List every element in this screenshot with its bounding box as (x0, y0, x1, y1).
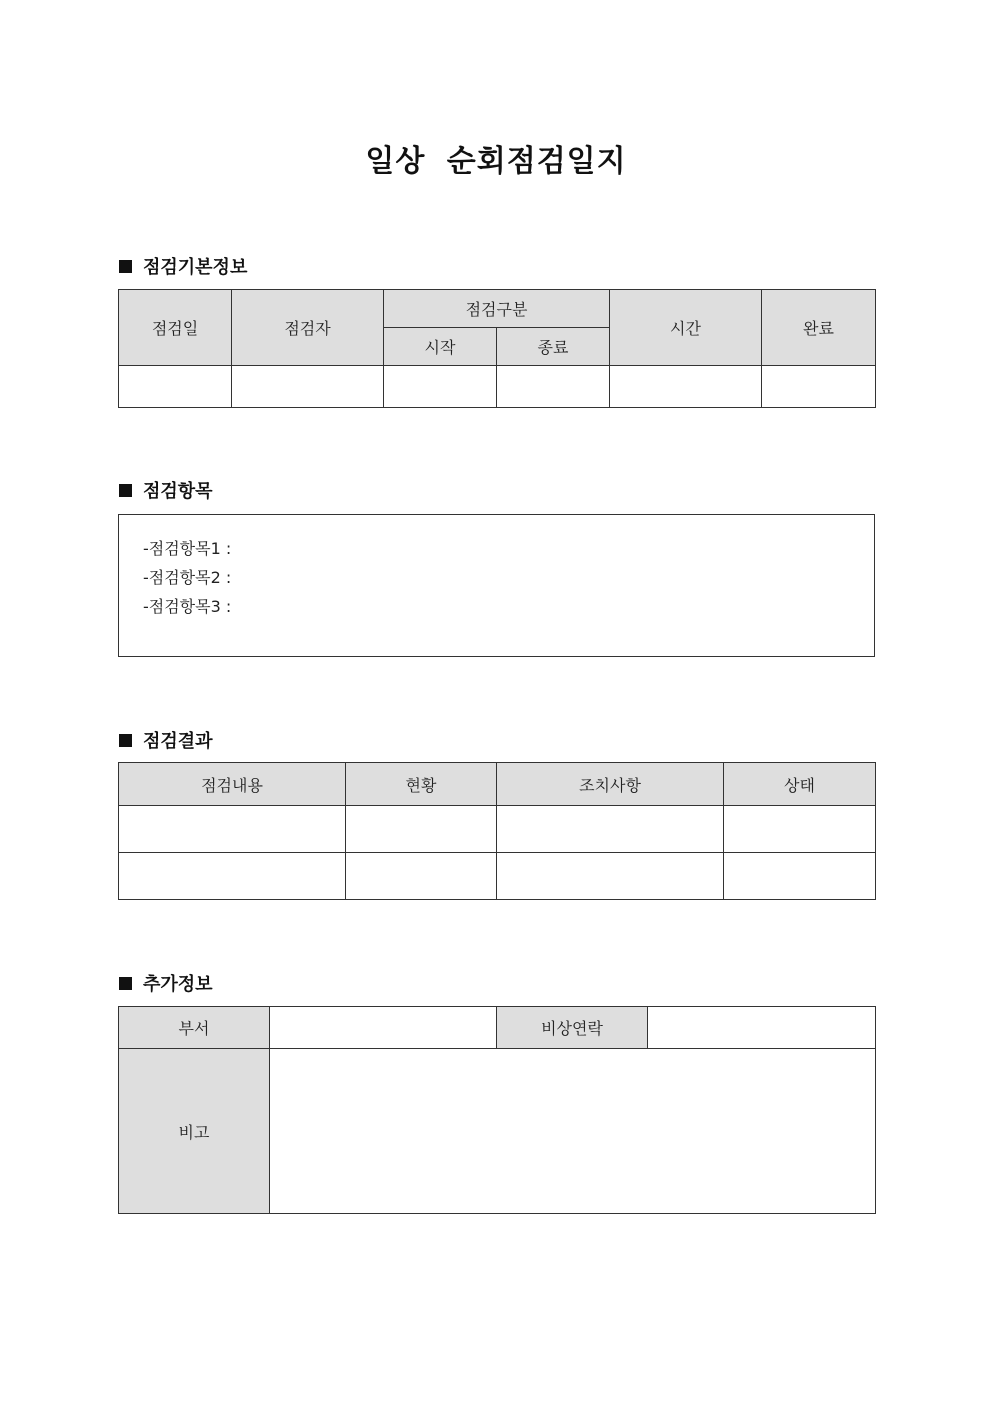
section-heading-label: 점검결과 (143, 731, 213, 752)
section-heading-items (119, 477, 213, 503)
inspection-item-line: -점검항목2 : (143, 568, 232, 587)
results-table (118, 762, 876, 900)
cell-date[interactable] (119, 366, 232, 408)
square-bullet-icon (119, 734, 132, 747)
result-cell[interactable] (119, 806, 346, 853)
basic-info-table (118, 289, 876, 408)
square-bullet-icon (119, 484, 132, 497)
header-complete: 완료 (762, 290, 876, 366)
inspection-items-box[interactable] (118, 514, 875, 657)
result-cell[interactable] (497, 806, 724, 853)
emergency-contact-field[interactable] (648, 1007, 876, 1049)
section-heading-label: 점검기본정보 (143, 257, 248, 278)
section-heading-label: 추가정보 (143, 974, 213, 995)
result-cell[interactable] (346, 853, 497, 900)
cell-time[interactable] (610, 366, 762, 408)
square-bullet-icon (119, 977, 132, 990)
inspection-item-line: -점검항목1 : (143, 539, 232, 558)
result-cell[interactable] (119, 853, 346, 900)
remarks-field[interactable] (270, 1049, 876, 1214)
header-state: 상태 (724, 763, 876, 806)
result-cell[interactable] (497, 853, 724, 900)
result-cell[interactable] (724, 806, 876, 853)
remarks-label: 비고 (119, 1049, 270, 1214)
result-cell[interactable] (346, 806, 497, 853)
section-heading-extra (119, 970, 213, 996)
header-time: 시간 (610, 290, 762, 366)
square-bullet-icon (119, 260, 132, 273)
inspection-item-line: -점검항목3 : (143, 597, 232, 616)
header-status-now: 현황 (346, 763, 497, 806)
header-inspector: 점검자 (232, 290, 384, 366)
section-heading-label: 점검항목 (143, 481, 213, 502)
cell-inspector[interactable] (232, 366, 384, 408)
cell-complete[interactable] (762, 366, 876, 408)
department-label: 부서 (119, 1007, 270, 1049)
header-end: 종료 (497, 328, 610, 366)
result-cell[interactable] (724, 853, 876, 900)
emergency-contact-label: 비상연락 (497, 1007, 648, 1049)
header-category: 점검구분 (384, 290, 610, 328)
section-heading-basic-info (119, 253, 247, 279)
cell-start[interactable] (384, 366, 497, 408)
page-title: 일상 순회점검일지 (365, 144, 627, 179)
cell-end[interactable] (497, 366, 610, 408)
department-field[interactable] (270, 1007, 497, 1049)
header-action: 조치사항 (497, 763, 724, 806)
header-content: 점검내용 (119, 763, 346, 806)
extra-info-table (118, 1006, 876, 1214)
header-date: 점검일 (119, 290, 232, 366)
section-heading-results (119, 727, 213, 753)
header-start: 시작 (384, 328, 497, 366)
